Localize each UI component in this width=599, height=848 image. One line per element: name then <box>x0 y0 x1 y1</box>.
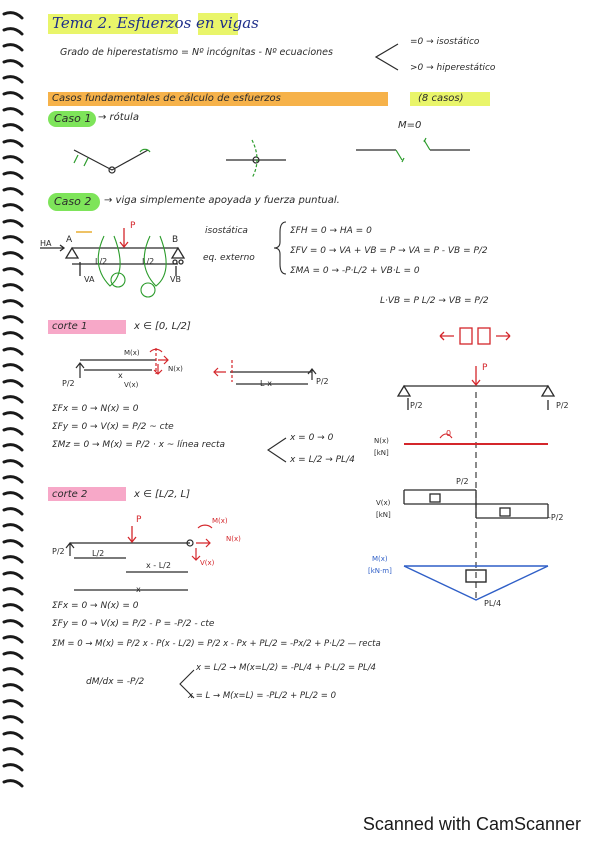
rd-v-unit: [kN] <box>376 511 391 519</box>
corte2-eq1: ΣFx = 0 → N(x) = 0 <box>52 601 139 611</box>
rd-n-label: N(x) <box>374 437 389 445</box>
corte2-lbl-p: P <box>136 515 142 525</box>
rd-p2b: P/2 <box>556 401 569 410</box>
corte1-lbl-nx: N(x) <box>168 365 183 373</box>
corte2-lim1: x = L/2 → M(x=L/2) = -PL/4 + P·L/2 = PL/4 <box>196 663 376 673</box>
caso1-hinge-beam <box>226 140 286 178</box>
caso2-desc: → viga simplemente apoyada y fuerza puntual. <box>104 195 340 206</box>
rd-v-neg: -P/2 <box>548 513 564 522</box>
corte1-eq2: ΣFy = 0 → V(x) = P/2 ~ cte <box>52 422 174 432</box>
corte2-lbl-x: x <box>136 585 141 594</box>
rd-m-label: M(x) <box>372 555 388 563</box>
caso1-desc: → rótula <box>98 112 139 123</box>
corte1-label: corte 1 <box>52 321 88 332</box>
rd-load-arrow <box>472 366 480 385</box>
corte1-lbl-mx: M(x) <box>124 349 140 357</box>
caso2-eq-brace <box>274 222 286 274</box>
casos-count: (8 casos) <box>418 93 464 104</box>
caso2-load-arrow <box>120 228 128 247</box>
corte2-range: x ∈ [L/2, L] <box>134 489 191 500</box>
caso2-eq1: ΣFH = 0 → HA = 0 <box>290 226 372 236</box>
corte2-deriv: dM/dx = -P/2 <box>86 677 145 687</box>
corte2-label: corte 2 <box>52 489 88 500</box>
corte1-limit-bracket <box>268 438 286 462</box>
caso2-label-b: B <box>172 235 179 245</box>
rd-p: P <box>482 363 488 373</box>
caso2-label: Caso 2 <box>54 195 92 208</box>
corte2-eq3: ΣM = 0 → M(x) = P/2 x - P(x - L/2) = P/2 x - Px + PL/2 = -Px/2 + P·L/2 — recta <box>52 639 381 649</box>
corte2-lim2: x = L → M(x=L) = -PL/2 + PL/2 = 0 <box>188 691 336 701</box>
caso2-label-ha: HA <box>40 239 52 248</box>
corte2-lbl-nx: N(x) <box>226 535 241 543</box>
corte1-lbl-x: x <box>118 371 123 380</box>
corte1-lbl-lx: L-x <box>260 379 272 388</box>
grado-isostatico: =0 → isostático <box>410 37 480 47</box>
rd-m-max: PL/4 <box>484 599 502 608</box>
caso2-eq2: ΣFV = 0 → VA + VB = P → VA = P - VB = P/2 <box>290 246 488 256</box>
rd-n-zero: 0 <box>446 429 452 438</box>
rd-n-unit: [kN] <box>374 449 389 457</box>
caso1-m-label: M=0 <box>398 120 422 131</box>
corte2-lbl-vx: V(x) <box>200 559 215 567</box>
rd-n-marker <box>440 434 452 438</box>
grado-hiperestatico: >0 → hiperestático <box>410 63 496 73</box>
caso2-iso: isostática <box>205 226 248 236</box>
corte2-lbl-p2: P/2 <box>52 547 65 556</box>
corte1-right-body <box>214 360 316 384</box>
caso2-label-a: A <box>66 235 73 245</box>
corte1-range: x ∈ [0, L/2] <box>134 321 191 332</box>
corte2-eq2: ΣFy = 0 → V(x) = P/2 - P = -P/2 - cte <box>52 619 215 629</box>
caso2-eq-ext: eq. externo <box>203 253 255 263</box>
page-title: Tema 2. Esfuerzos en vigas <box>52 14 259 32</box>
corte1-lim1: x = 0 → 0 <box>290 433 334 443</box>
corte2-lbl-l2: L/2 <box>92 549 105 558</box>
caso2-eq4: L·VB = P L/2 → VB = P/2 <box>380 296 489 306</box>
caso1-hinge-sketch <box>74 149 150 173</box>
caso2-label-va: VA <box>84 275 95 284</box>
corte2-body <box>66 525 215 590</box>
rd-m-unit: [kN·m] <box>368 567 392 575</box>
corte2-load-arrow <box>128 526 136 542</box>
caso2-label-vb: VB <box>170 275 181 284</box>
casos-heading: Casos fundamentales de cálculo de esfuerzos <box>52 93 281 104</box>
corte1-lbl-p2a: P/2 <box>62 379 75 388</box>
rd-v-pos: P/2 <box>456 477 469 486</box>
corte1-left-body <box>76 348 168 378</box>
corte1-eq1: ΣFx = 0 → N(x) = 0 <box>52 404 139 414</box>
corte2-limit-bracket <box>180 670 194 698</box>
rd-p2a: P/2 <box>410 401 423 410</box>
corte2-lbl-mx: M(x) <box>212 517 228 525</box>
caso1-label: Caso 1 <box>54 112 92 125</box>
caso2-eq3: ΣMA = 0 → -P·L/2 + VB·L = 0 <box>290 266 420 276</box>
rd-v-label: V(x) <box>376 499 391 507</box>
caso1-moment-release <box>356 138 470 162</box>
caso2-beam <box>40 232 184 276</box>
caso2-label-p: P <box>130 221 136 231</box>
caso2-cut-bubbles <box>98 236 166 297</box>
caso2-label-l2a: L/2 <box>95 257 108 266</box>
corte1-lbl-vx: V(x) <box>124 381 139 389</box>
corte1-lbl-p2b: P/2 <box>316 377 329 386</box>
camscanner-watermark: Scanned with CamScanner <box>362 814 581 834</box>
grado-label: Grado de hiperestatismo = Nº incógnitas - Nº ecuaciones <box>60 47 333 58</box>
rd-v-diagram <box>404 490 548 518</box>
caso2-label-l2b: L/2 <box>142 257 155 266</box>
corte2-lbl-xl2: x - L/2 <box>146 561 171 570</box>
corte1-eq3: ΣMz = 0 → M(x) = P/2 · x ~ línea recta <box>52 440 226 450</box>
grado-bracket <box>376 44 398 70</box>
corte1-lim2: x = L/2 → PL/4 <box>290 455 355 465</box>
